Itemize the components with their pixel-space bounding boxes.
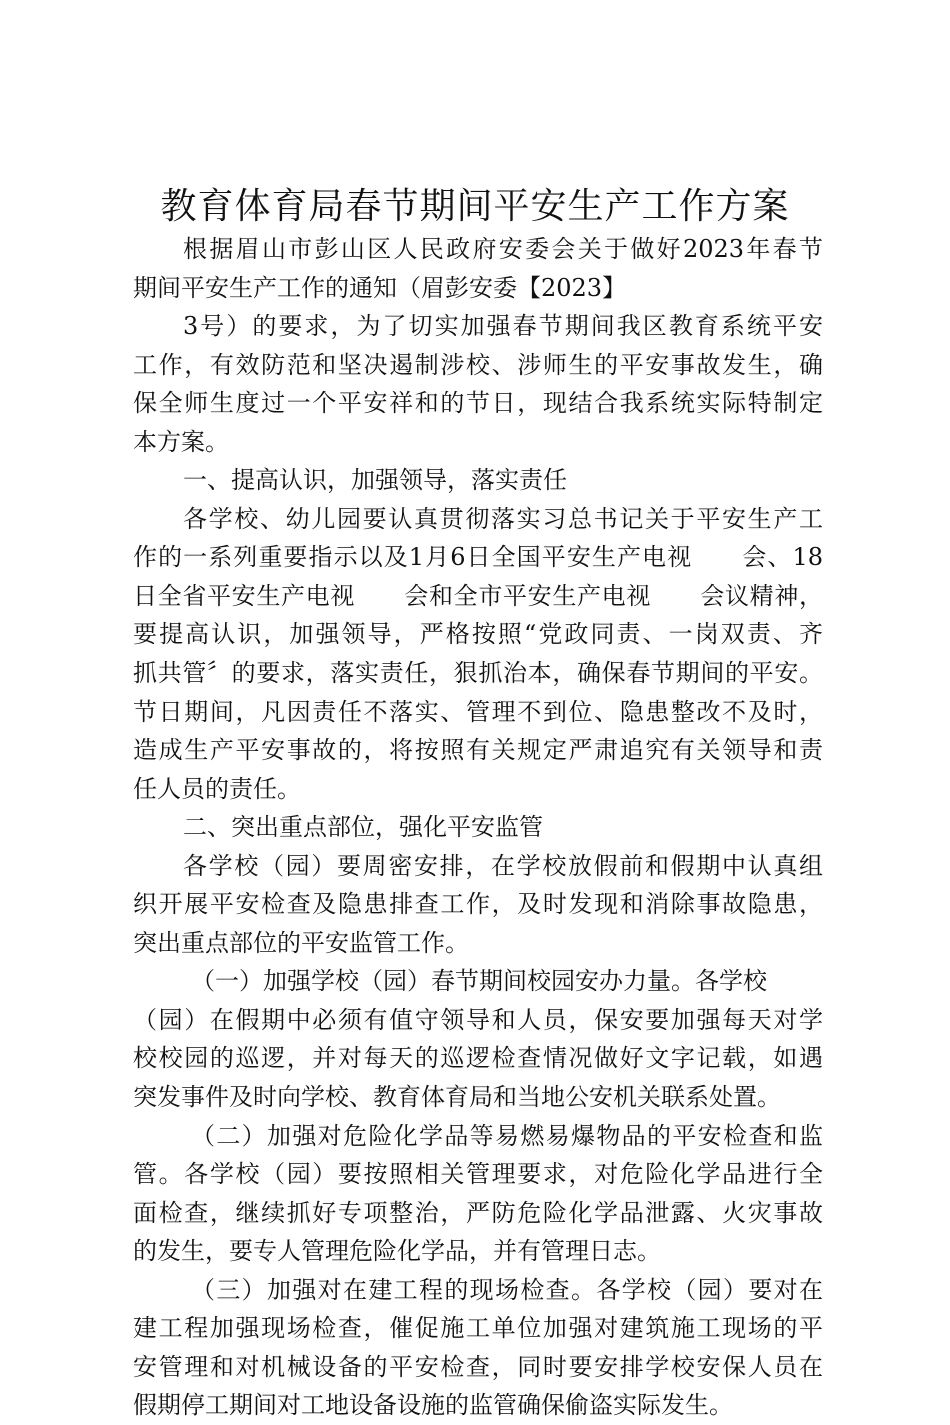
text-line: 校校园的巡逻，并对每天的巡逻检查情况做好文字记载，如遇 (133, 1044, 823, 1073)
section-heading: 二、突出重点部位，强化平安监管 (183, 813, 543, 842)
subsection-line: （二）加强对危险化学品等易燃易爆物品的平安检查和监 (191, 1121, 823, 1150)
text-line: 根据眉山市彭山区人民政府安委会关于做好2023年春节 (183, 235, 823, 263)
subsection-line: （一）加强学校（园）春节期间校园安办力量。各学校 (191, 967, 767, 996)
text-line: 期间平安生产工作的通知（眉彭安委【2023】 (133, 273, 627, 302)
text-line: 本方案。 (133, 427, 229, 456)
text-line: 3号）的要求，为了切实加强春节期间我区教育系统平安 (183, 312, 823, 341)
text-line: 保全师生度过一个平安祥和的节日，现结合我系统实际特制定 (133, 389, 823, 418)
text-line: 安管理和对机械设备的平安检查，同时要安排学校安保人员在 (133, 1352, 823, 1381)
text-line: 要提高认识，加强领导，严格按照“党政同责、一岗双责、齐 (133, 620, 823, 649)
text-line: 抓共管〞的要求，落实责任，狠抓治本，确保春节期间的平安。 (133, 659, 823, 688)
text-line: 的发生，要专人管理危险化学品，并有管理日志。 (133, 1237, 661, 1266)
text-line: 面检查，继续抓好专项整治，严防危险化学品泄露、火灾事故 (133, 1198, 823, 1227)
text-line: 工作，有效防范和坚决遏制涉校、涉师生的平安事故发生，确 (133, 350, 823, 379)
document-title: 教育体育局春节期间平安生产工作方案 (160, 186, 790, 227)
text-line: 管。各学校（园）要按照相关管理要求，对危险化学品进行全 (133, 1160, 823, 1189)
text-line: 节日期间，凡因责任不落实、管理不到位、隐患整改不及时， (133, 697, 823, 726)
section-heading: 一、提高认识，加强领导，落实责任 (183, 466, 567, 495)
text-line: 突出重点部位的平安监管工作。 (133, 928, 469, 957)
text-line: 织开展平安检查及隐患排查工作，及时发现和消除事故隐患， (133, 890, 823, 919)
text-line: 各学校（园）要周密安排，在学校放假前和假期中认真组 (183, 851, 823, 880)
text-line: 造成生产平安事故的，将按照有关规定严肃追究有关领导和责 (133, 736, 823, 765)
document-body (133, 230, 823, 1425)
subsection-line: （三）加强对在建工程的现场检查。各学校（园）要对在 (191, 1275, 823, 1304)
text-line: 各学校、幼儿园要认真贯彻落实习总书记关于平安生产工 (183, 504, 823, 533)
text-line: 建工程加强现场检查，催促施工单位加强对建筑施工现场的平 (133, 1314, 823, 1343)
text-line: （园）在假期中必须有值守领导和人员，保安要加强每天对学 (133, 1005, 823, 1034)
text-line: 突发事件及时向学校、教育体育局和当地公安机关联系处置。 (133, 1083, 781, 1112)
text-line: 假期停工期间对工地设备设施的监管确保偷盗实际发生。 (133, 1391, 733, 1420)
text-line: 日全省平安生产电视 会和全市平安生产电视 会议精神， (133, 581, 823, 610)
text-line: 作的一系列重要指示以及1月6日全国平安生产电视 会、18 (133, 543, 823, 572)
text-line: 任人员的责任。 (133, 774, 301, 803)
